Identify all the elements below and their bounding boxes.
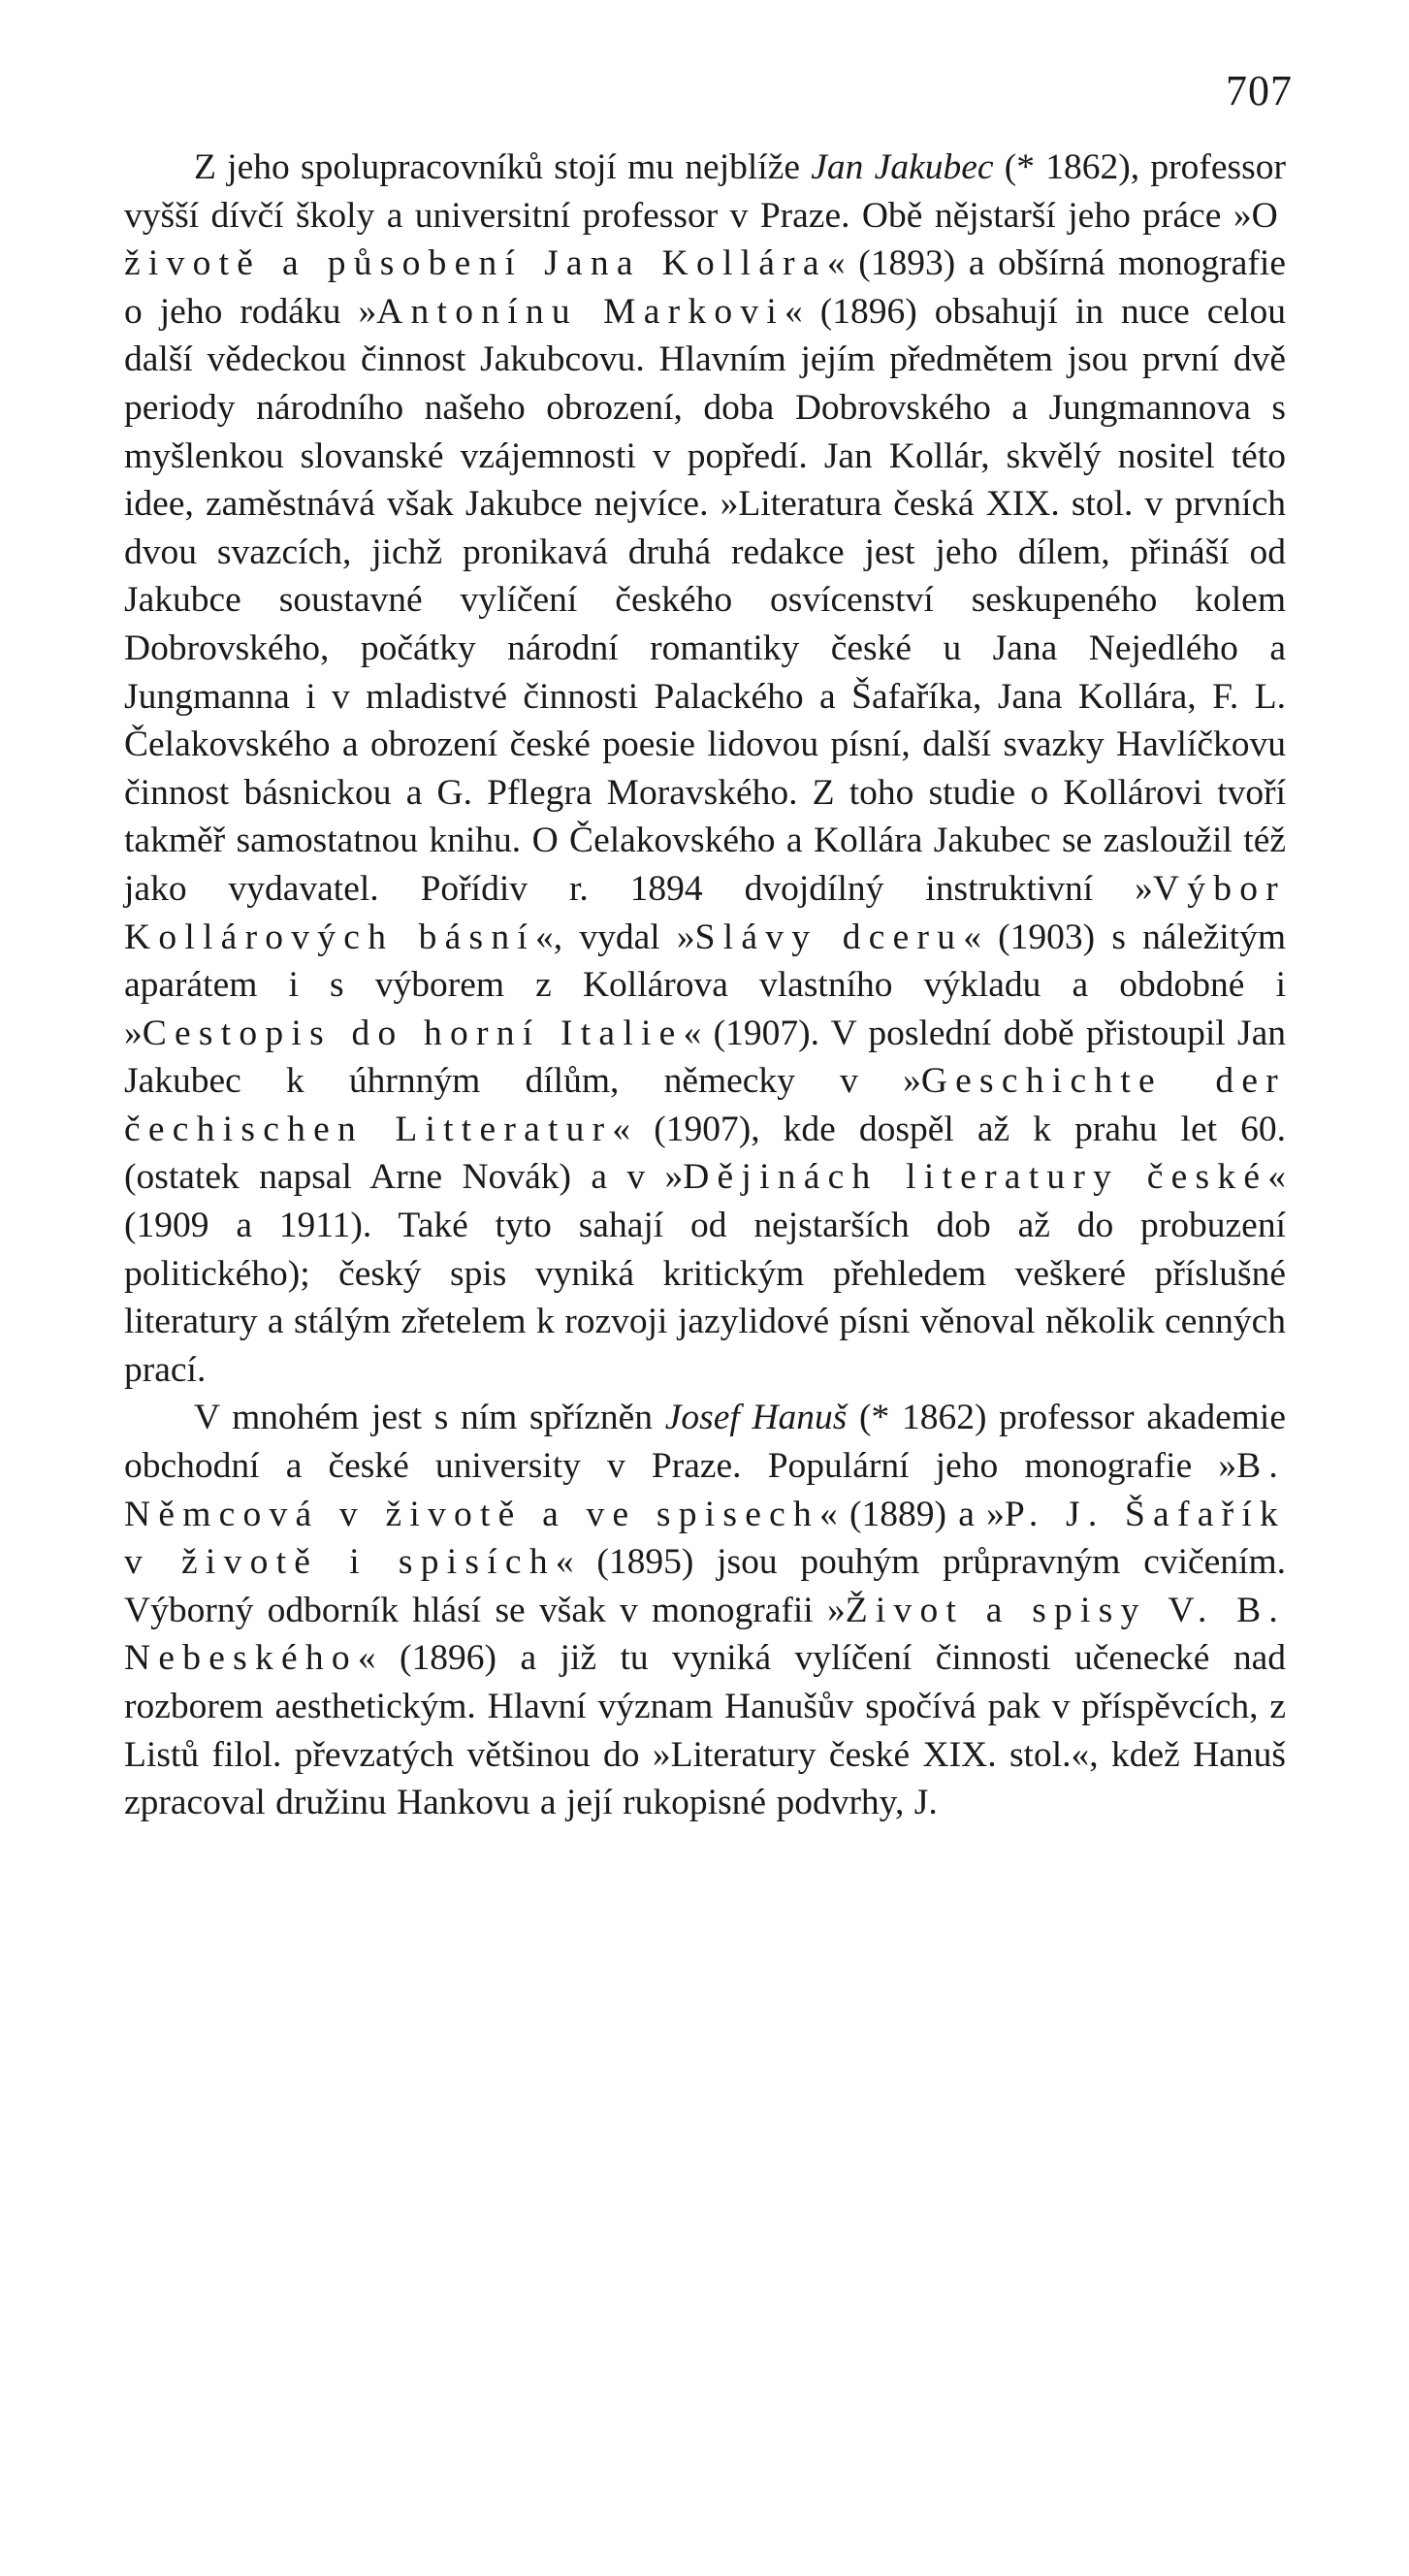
work-title: Život a spisy V. B. Nebeského [124, 1590, 1286, 1679]
text-run: « (1893) a obšírná monografie o jeho rodáku » [124, 243, 1286, 332]
text-run: (* 1862), professor vyšší dívčí školy a universitní professor v Praze. Obě nějstarší jeho práce » [124, 147, 1286, 236]
work-title: Geschichte der čechischen Litteratur [124, 1061, 1286, 1149]
text-run: V mnohém jest s ním spřízněn [194, 1398, 665, 1438]
text-run: «, vydal » [535, 917, 695, 957]
page-number: 707 [1226, 67, 1293, 114]
text-run: « (1909 a 1911). Také tyto sahají od nejstarších dob až do probuzení politického); český spis vyniká kritickým přehledem veškeré příslušné literatury a stálým zřetelem k rozvoji jazylidové písni věnoval několik cenných prací. [124, 1157, 1286, 1390]
paragraph-hanus [124, 1394, 1286, 1826]
text-run: (* 1862) professor akademie obchodní a české university v Praze. Populární jeho monografie » [124, 1398, 1286, 1487]
work-title: Antonínu Markovi [376, 291, 785, 332]
text-run: Z jeho spolupracovníků stojí mu nejblíže [194, 147, 812, 187]
work-title: Slávy dceru [694, 917, 964, 957]
work-title: Cestopis do horní Italie [142, 1013, 684, 1053]
text-run: « (1903) s náležitým aparátem i s výborem z Kollárova vlastního výkladu a obdobné i » [124, 917, 1286, 1053]
text-run: « (1907), kde dospěl až k prahu let 60. (ostatek napsal Arne Novák) a v » [124, 1109, 1286, 1198]
work-title: Dějinách literatury české [683, 1157, 1268, 1198]
text-run: « (1895) jsou pouhým průpravným cvičením. Výborný odborník hlásí se však v monografii » [124, 1542, 1287, 1630]
person-name: Jan Jakubec [811, 147, 994, 187]
work-title: Výbor Kollárových básní [124, 868, 1286, 957]
person-name: Josef Hanuš [664, 1398, 848, 1438]
text-run: « (1896) obsahují in nuce celou další vědeckou činnost Jakubcovu. Hlavním jejím předmětem jsou první dvě periody národního našeho obrození, doba Dobrovského a Jungmannova s myšlenkou slovanské vzájemnosti v popředí. Jan Kollár, skvělý nositel této idee, zaměstnává však Jakubce nejvíce. »Literatura česká XIX. stol. v prvních dvou svazcích, jichž pronikavá druhá redakce jest jeho dílem, přináší od Jakubce soustavné vylíčení českého osvícenství seskupeného kolem Dobrovského, počátky národní romantiky české u Jana Nejedlého a Jungmanna i v mladistvé činnosti Palackého a Šafaříka, Jana Kollára, F. L. Čelakovského a obrození české poesie lidovou písní, další svazky Havlíčkovu činnost básnickou a G. Pflegra Moravského. Z toho studie o Kollárovi tvoří takměř samostatnou knihu. O Čelakovského a Kollára Jakubec se zasloužil též jako vydavatel. Pořídiv r. 1894 dvojdílný instruktivní » [124, 291, 1286, 909]
text-run: « (1907). V poslední době přistoupil Jan Jakubec k úhrnným dílům, německy v » [124, 1013, 1287, 1102]
work-title: P. J. Šafařík v životě i spisích [124, 1494, 1286, 1583]
paragraph-jakubec [124, 144, 1286, 1394]
body-text [124, 144, 1286, 1827]
text-run: « (1889) a » [819, 1494, 1005, 1534]
work-title: B. Němcová v životě a ve spisech [124, 1446, 1286, 1534]
text-run: « (1896) a již tu vyniká vylíčení činnosti učenecké nad rozborem aesthetickým. Hlavní význam Hanušův spočívá pak v příspěvcích, z Listů filol. převzatých většinou do »Literatury české XIX. stol.«, kdež Hanuš zpracoval družinu Hankovu a její rukopisné podvrhy, J. [124, 1638, 1286, 1823]
work-title: O životě a působení Jana Kollára [124, 195, 1286, 284]
